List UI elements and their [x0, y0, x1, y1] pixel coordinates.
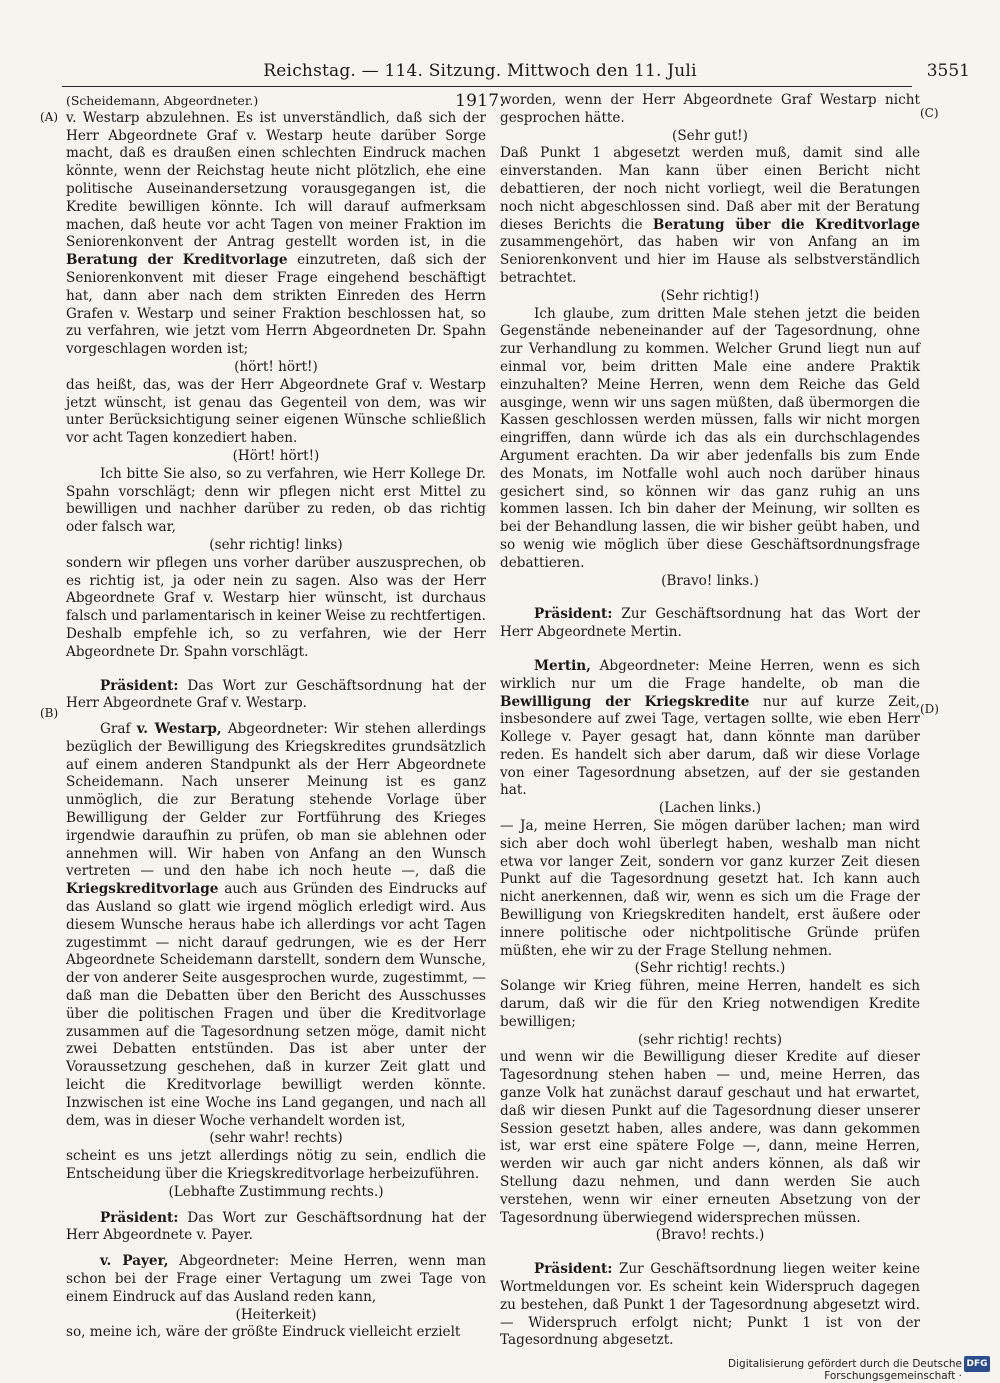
speaker-continuation: (Scheidemann, Abgeordneter.) [66, 93, 259, 108]
paragraph: das heißt, das, was der Herr Abgeordnete Graf v. Westarp jetzt wünscht, ist genau das Gegenteil von dem, was wir unter Berücksichtigung seiner eigenen Wünsche schließlich vor acht Tagen konzediert haben. [66, 376, 486, 447]
speaker-name: Präsident: [100, 1209, 179, 1226]
president-statement: Präsident: Das Wort zur Geschäftsordnung hat der Herr Abgeordnete Graf v. Westarp. [66, 677, 486, 712]
interjection: (Bravo! rechts.) [655, 1227, 765, 1244]
paragraph: Solange wir Krieg führen, meine Herren, handelt es sich darum, daß wir die für den Krieg notwendigen Kredite bewilligen; [500, 978, 920, 1030]
paragraph: und wenn wir die Bewilligung dieser Kredite auf dieser Tagesordnung stehen haben — und, meine Herren, das ganze Volk hat zunächst darauf geschaut und hat erwartet, daß wir diesen Punkt auf die Tagesordnung dieser unserer Session gesetzt haben, alles andere, was dann gekommen ist, war erst eine spätere Folge —, dann, meine Herren, werden wir auch gar nicht anders können, als daß wir Stellung dazu nehmen, und dann werden Sie auch verstehen, wenn wir einer erneuten Absetzung von der Tagesordnung überwiegend widersprechen müssen. [500, 1049, 920, 1226]
president-statement: Präsident: Zur Geschäftsordnung hat das Wort der Herr Abgeordnete Mertin. [500, 606, 920, 641]
interjection: (Sehr richtig!) [660, 287, 760, 304]
speaker-name: v. Westarp, [136, 721, 222, 738]
paragraph: sondern wir pflegen uns vorher darüber auszusprechen, ob es richtig ist, ja oder nein zu sagen. Also was der Herr Abgeordnete Graf v. Westarp hier wünscht, ist durchaus falsch und parlamentarisch in keiner Weise zu rechtfertigen. Deshalb empfehle ich, so zu verfahren, wie der Herr Abgeordnete Dr. Spahn vorschlägt. [66, 554, 486, 660]
president-statement: Präsident: Das Wort zur Geschäftsordnung hat der Herr Abgeordnete v. Payer. [66, 1209, 486, 1244]
interjection: (Hört! hört!) [232, 447, 320, 464]
emphasis: Beratung über die Kreditvorlage [652, 216, 921, 233]
paragraph: Ich glaube, zum dritten Male stehen jetzt die beiden Gegenstände nebeneinander auf der Tagesordnung, ohne zur Verhandlung zu kommen. Welcher Grund liegt nun auf einmal vor, beim dritten Male eine andere Praktik einzuhalten? Meine Herren, wenn dem Reiche das Geld ausginge, wenn wir uns sagen müßten, daß übermorgen die Kassen geschlossen werden müssen, falls wir nicht morgen eingriffen, dann würde ich das als ein durchschlagendes Argument erachten. Da wir aber jedenfalls bis zum Ende des Monats, im Notfalle wohl auch noch darüber hinaus gesichert sind, so können wir das ganz ruhig an uns kommen lassen. Ich bin daher der Meinung, wir sollten es bei der Behandlung lassen, die wir bisher geübt haben, und so wenig wie möglich über diese Geschäftsordnungsfrage debattieren. [500, 305, 920, 571]
speaker-name: Präsident: [534, 1261, 613, 1278]
speaker-name: Präsident: [534, 606, 613, 623]
page-number: 3551 [926, 61, 970, 81]
interjection: (Sehr gut!) [672, 127, 748, 144]
speaker-name: Präsident: [100, 677, 179, 694]
emphasis: Bewilligung der Kriegskredite [500, 693, 750, 710]
paragraph: Daß Punkt 1 abgesetzt werden muß, damit sind alle einverstanden. Man kann über einen Bericht nicht debattieren, der noch nicht vorliegt, weil die Beratungen noch nicht abgeschlossen sind. Daß aber mit der Beratung dieses Berichts die Beratung über die Kreditvorlage zusammengehört, das haben wir von Anfang an im Seniorenkonvent und hier im Hause als selbstverständlich betrachtet. [500, 145, 921, 286]
funding-notice: Digitalisierung gefördert durch die Deutsche Forschungsgemeinschaft · [728, 1358, 962, 1382]
paragraph: scheint es uns jetzt allerdings nötig zu sein, endlich die Entscheidung über die Kriegskreditvorlage herbeizuführen. [66, 1148, 486, 1183]
interjection: (Sehr richtig! rechts.) [634, 960, 786, 977]
speech: Graf v. Westarp, Abgeordneter: Wir stehen allerdings bezüglich der Bewilligung des Kriegskredites grundsätzlich auf einem anderen Standpunkt als der Herr Abgeordnete Scheidemann. Nach unserer Meinung ist es ganz unmöglich, die zur Beratung stehende Vorlage über Bewilligung der Gelder zur Fortführung des Krieges irgendwie daraufhin zu prüfen, ob man sie ablehnen oder annehmen will. Wir haben von Anfang an den Wunsch vertreten — und den habe ich noch heute —, daß die Kriegskreditvorlage auch aus Gründen des Eindrucks auf das Ausland so glatt wie irgend möglich erledigt wird. Aus diesem Wunsche heraus habe ich allerdings vor acht Tagen zugestimmt — nicht darauf gedrungen, wie es der Herr Abgeordnete Scheidemann darstellt, sondern dem Wunsche, der von anderer Seite ausgesprochen wurde, zugestimmt, — daß man die Debatten über den Bericht des Ausschusses über die politischen Fragen und über die Kreditvorlage zusammen auf die Tagesordnung setzen möge, damit nicht zwei Debatten entstünden. Das ist aber unter der Voraussetzung geschehen, daß in kurzer Zeit glatt und leicht die Kreditvorlage bewilligt werden könnte. Inzwischen ist eine Woche ins Land gegangen, und nach all dem, was in dieser Woche verhandelt worden ist, [66, 721, 486, 1129]
margin-marker-b: (B) [40, 706, 59, 720]
interjection: (sehr wahr! rechts) [209, 1130, 343, 1147]
speaker-name: Mertin, [534, 657, 591, 674]
margin-marker-a: (A) [40, 110, 59, 124]
emphasis: Beratung der Kreditvorlage [66, 252, 288, 269]
running-title: Reichstag. — 114. Sitzung. Mittwoch den 11. Juli 1917. [263, 61, 697, 111]
interjection: (sehr richtig! rechts) [637, 1031, 783, 1048]
speech: Mertin, Abgeordneter: Meine Herren, wenn es sich wirklich nur um die Frage handelte, ob man die Bewilligung der Kriegskredite nur auf kurze Zeit, insbesondere auf zwei Tage, vertagen sollte, wie eben Herr Kollege v. Payer gesagt hat, dann könnte man darüber reden. Es handelt sich aber darum, daß wir diese Vorlage von einer Tagesordnung absetzen, auf der sie gestanden hat. [500, 657, 921, 799]
paragraph: — Ja, meine Herren, Sie mögen darüber lachen; man wird sich aber doch wohl überlegt haben, weshalb man nicht etwa vor langer Zeit, sondern vor ganz kurzer Zeit diesen Punkt auf die Tagesordnung gesetzt hat. Ich kann auch nicht anerkennen, daß wir, wenn es sich um die Frage der Bewilligung von Kriegskrediten handelt, erst äußere oder innere politische oder nichtpolitische Gründe prüfen müßten, ehe wir zu der Frage Stellung nehmen. [500, 818, 920, 959]
paragraph: v. Westarp abzulehnen. Es ist unverständlich, daß sich der Herr Abgeordnete Graf v. Westarp heute darüber Sorge macht, daß es draußen einen schlechten Eindruck machen könnte, wenn der Reichstag heute nicht plötzlich, ehe eine politische Auseinandersetzung vorausgegangen ist, die Kredite bewilligen könnte. Ich will darauf aufmerksam machen, daß heute vor acht Tagen von meiner Fraktion im Seniorenkonvent der Antrag gestellt worden ist, in die Beratung der Kreditvorlage einzutreten, daß sich der Seniorenkonvent mit dieser Frage eingehend beschäftigt hat, dann aber nach dem strikten Einreden des Herrn Grafen v. Westarp und seiner Fraktion beschlossen hat, so zu verfahren, wie jetzt vom Herrn Abgeordneten Dr. Spahn vorgeschlagen worden ist; [66, 109, 486, 358]
interjection: (Bravo! links.) [661, 572, 759, 589]
paragraph: so, meine ich, wäre der größte Eindruck vielleicht erzielt [66, 1324, 461, 1341]
margin-marker-d: (D) [920, 702, 939, 716]
right-column [500, 92, 920, 1350]
interjection: (Lachen links.) [658, 800, 762, 817]
interjection: (Heiterkeit) [235, 1306, 317, 1323]
president-statement: Präsident: Zur Geschäftsordnung liegen weiter keine Wortmeldungen vor. Es scheint kein Widerspruch dagegen zu bestehen, daß Punkt 1 der Tagesordnung abgesetzt wird. — Widerspruch erfolgt nicht; Punkt 1 ist von der Tagesordnung abgesetzt. [500, 1261, 920, 1349]
header-rule [62, 86, 912, 87]
paragraph: Ich bitte Sie also, so zu verfahren, wie Herr Kollege Dr. Spahn vorschlägt; denn wir pflegen nicht erst Mittel zu bewilligen und nachher darüber zu reden, ob das richtig oder falsch war, [66, 465, 486, 536]
interjection: (hört! hört!) [234, 358, 318, 375]
speaker-name: v. Payer, [100, 1253, 169, 1270]
speech: v. Payer, Abgeordneter: Meine Herren, wenn man schon bei der Frage einer Vertagung um zwei Tage von einem Eindruck auf das Ausland reden kann, [66, 1253, 486, 1305]
left-column [66, 92, 486, 1342]
margin-marker-c: (C) [920, 106, 939, 120]
interjection: (Lebhafte Zustimmung rechts.) [168, 1183, 384, 1200]
interjection: (sehr richtig! links) [209, 536, 343, 553]
emphasis: Kriegskreditvorlage [66, 881, 219, 898]
dfg-logo: DFG [964, 1356, 990, 1372]
paragraph: worden, wenn der Herr Abgeordnete Graf Westarp nicht gesprochen hätte. [500, 92, 920, 126]
